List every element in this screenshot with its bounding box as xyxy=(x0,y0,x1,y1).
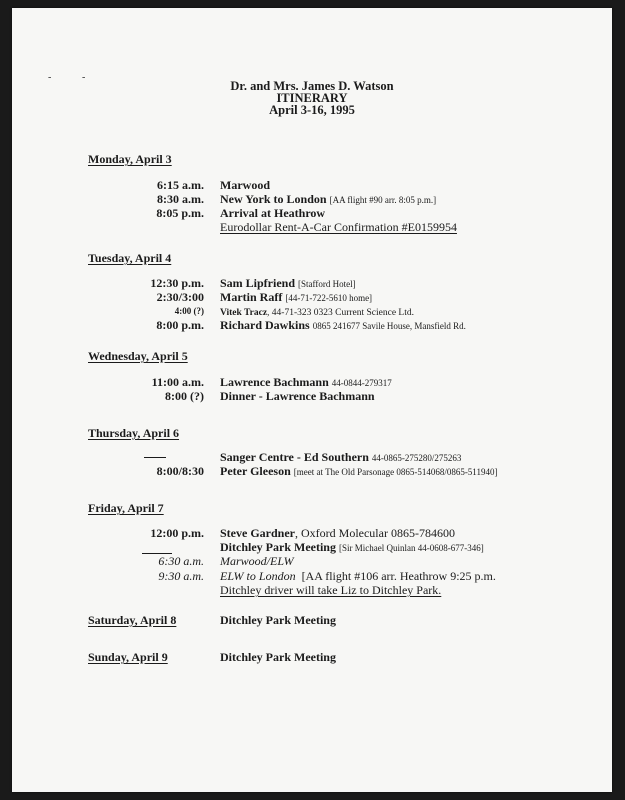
event-title: Marwood xyxy=(220,178,270,192)
day-heading-sunday: Sunday, April 9 xyxy=(88,650,168,664)
event-entry xyxy=(220,192,436,207)
event-entry xyxy=(220,389,375,404)
itinerary-header xyxy=(12,80,612,116)
day-heading-wednesday: Wednesday, April 5 xyxy=(88,349,188,363)
event-title: Vitek Tracz xyxy=(220,308,268,318)
stray-mark-left: - xyxy=(48,72,52,83)
event-time: 12:00 p.m. xyxy=(150,526,204,540)
event-title: Richard Dawkins xyxy=(220,318,310,332)
event-title: Ditchley Park Meeting xyxy=(220,613,336,627)
event-title: Arrival at Heathrow xyxy=(220,206,326,220)
day-heading-friday: Friday, April 7 xyxy=(88,501,164,515)
header-dates: April 3-16, 1995 xyxy=(269,103,355,117)
event-title: Dinner - Lawrence Bachmann xyxy=(220,389,375,403)
event-entry xyxy=(220,290,372,305)
event-time: 8:30 a.m. xyxy=(157,192,204,206)
event-time: 8:00 (?) xyxy=(165,389,204,403)
event-note: , 44-71-323 0323 Current Science Ltd. xyxy=(267,308,414,318)
event-note: [Stafford Hotel] xyxy=(298,279,356,289)
event-note: [meet at The Old Parsonage 0865-514068/0865-511940] xyxy=(293,467,498,477)
event-title: Peter Gleeson xyxy=(220,464,291,478)
event-time: 11:00 a.m. xyxy=(151,375,204,389)
event-time: 8:00 p.m. xyxy=(156,318,204,332)
header-names: Dr. and Mrs. James D. Watson xyxy=(230,79,394,93)
event-title: New York to London xyxy=(220,192,327,206)
event-title: Marwood/ELW xyxy=(220,554,294,568)
itinerary-page xyxy=(12,8,612,792)
day-heading-tuesday: Tuesday, April 4 xyxy=(88,251,172,265)
day-heading-thursday: Thursday, April 6 xyxy=(88,426,180,440)
car-rental-confirmation: Eurodollar Rent-A-Car Confirmation #E0159954 xyxy=(220,220,457,234)
event-title: Ditchley Park Meeting xyxy=(220,540,336,554)
event-title: Steve Gardner xyxy=(220,526,295,540)
stray-mark-right: - xyxy=(82,72,86,83)
event-title: Sanger Centre - Ed Southern xyxy=(220,450,369,464)
event-entry xyxy=(220,569,496,584)
event-time: 6:15 a.m. xyxy=(157,178,204,192)
event-note: 44-0844-279317 xyxy=(331,378,392,388)
event-time: 12:30 p.m. xyxy=(150,276,204,290)
event-entry xyxy=(220,304,414,319)
event-entry xyxy=(220,450,461,465)
day-heading-monday: Monday, April 3 xyxy=(88,152,172,166)
event-entry xyxy=(220,375,392,390)
event-entry xyxy=(220,540,484,555)
event-entry xyxy=(220,178,270,193)
event-time: 4:00 (?) xyxy=(174,306,204,316)
event-time: 6:30 a.m. xyxy=(158,554,204,568)
event-title: Lawrence Bachmann xyxy=(220,375,329,389)
event-time: 9:30 a.m. xyxy=(158,569,204,583)
event-time: 8:05 p.m. xyxy=(156,206,204,220)
driver-note: Ditchley driver will take Liz to Ditchley Park. xyxy=(220,583,442,597)
event-note: 44-0865-275280/275263 xyxy=(371,453,462,463)
time-tbd-dash xyxy=(144,457,166,458)
day-heading-saturday: Saturday, April 8 xyxy=(88,613,177,627)
event-note: [AA flight #106 arr. Heathrow 9:25 p.m. xyxy=(301,569,496,583)
event-note: [44-71-722-5610 home] xyxy=(285,293,373,303)
event-time: 8:00/8:30 xyxy=(156,464,204,478)
event-entry xyxy=(220,318,466,333)
event-entry xyxy=(220,276,356,291)
event-entry xyxy=(220,554,294,569)
event-title: Martin Raff xyxy=(220,290,283,304)
event-title: Ditchley Park Meeting xyxy=(220,650,336,664)
event-entry xyxy=(220,464,497,479)
event-note: [Sir Michael Quinlan 44-0608-677-346] xyxy=(338,543,484,553)
header-title: ITINERARY xyxy=(276,91,348,105)
event-title: ELW to London xyxy=(220,569,296,583)
event-note: [AA flight #90 arr. 8:05 p.m.] xyxy=(329,195,437,205)
event-entry xyxy=(220,206,325,221)
event-title: Sam Lipfriend xyxy=(220,276,296,290)
event-note: 0865 241677 Savile House, Mansfield Rd. xyxy=(312,321,466,331)
event-note: , Oxford Molecular 0865-784600 xyxy=(294,526,455,540)
event-time: 2:30/3:00 xyxy=(156,290,204,304)
event-entry xyxy=(220,526,455,541)
